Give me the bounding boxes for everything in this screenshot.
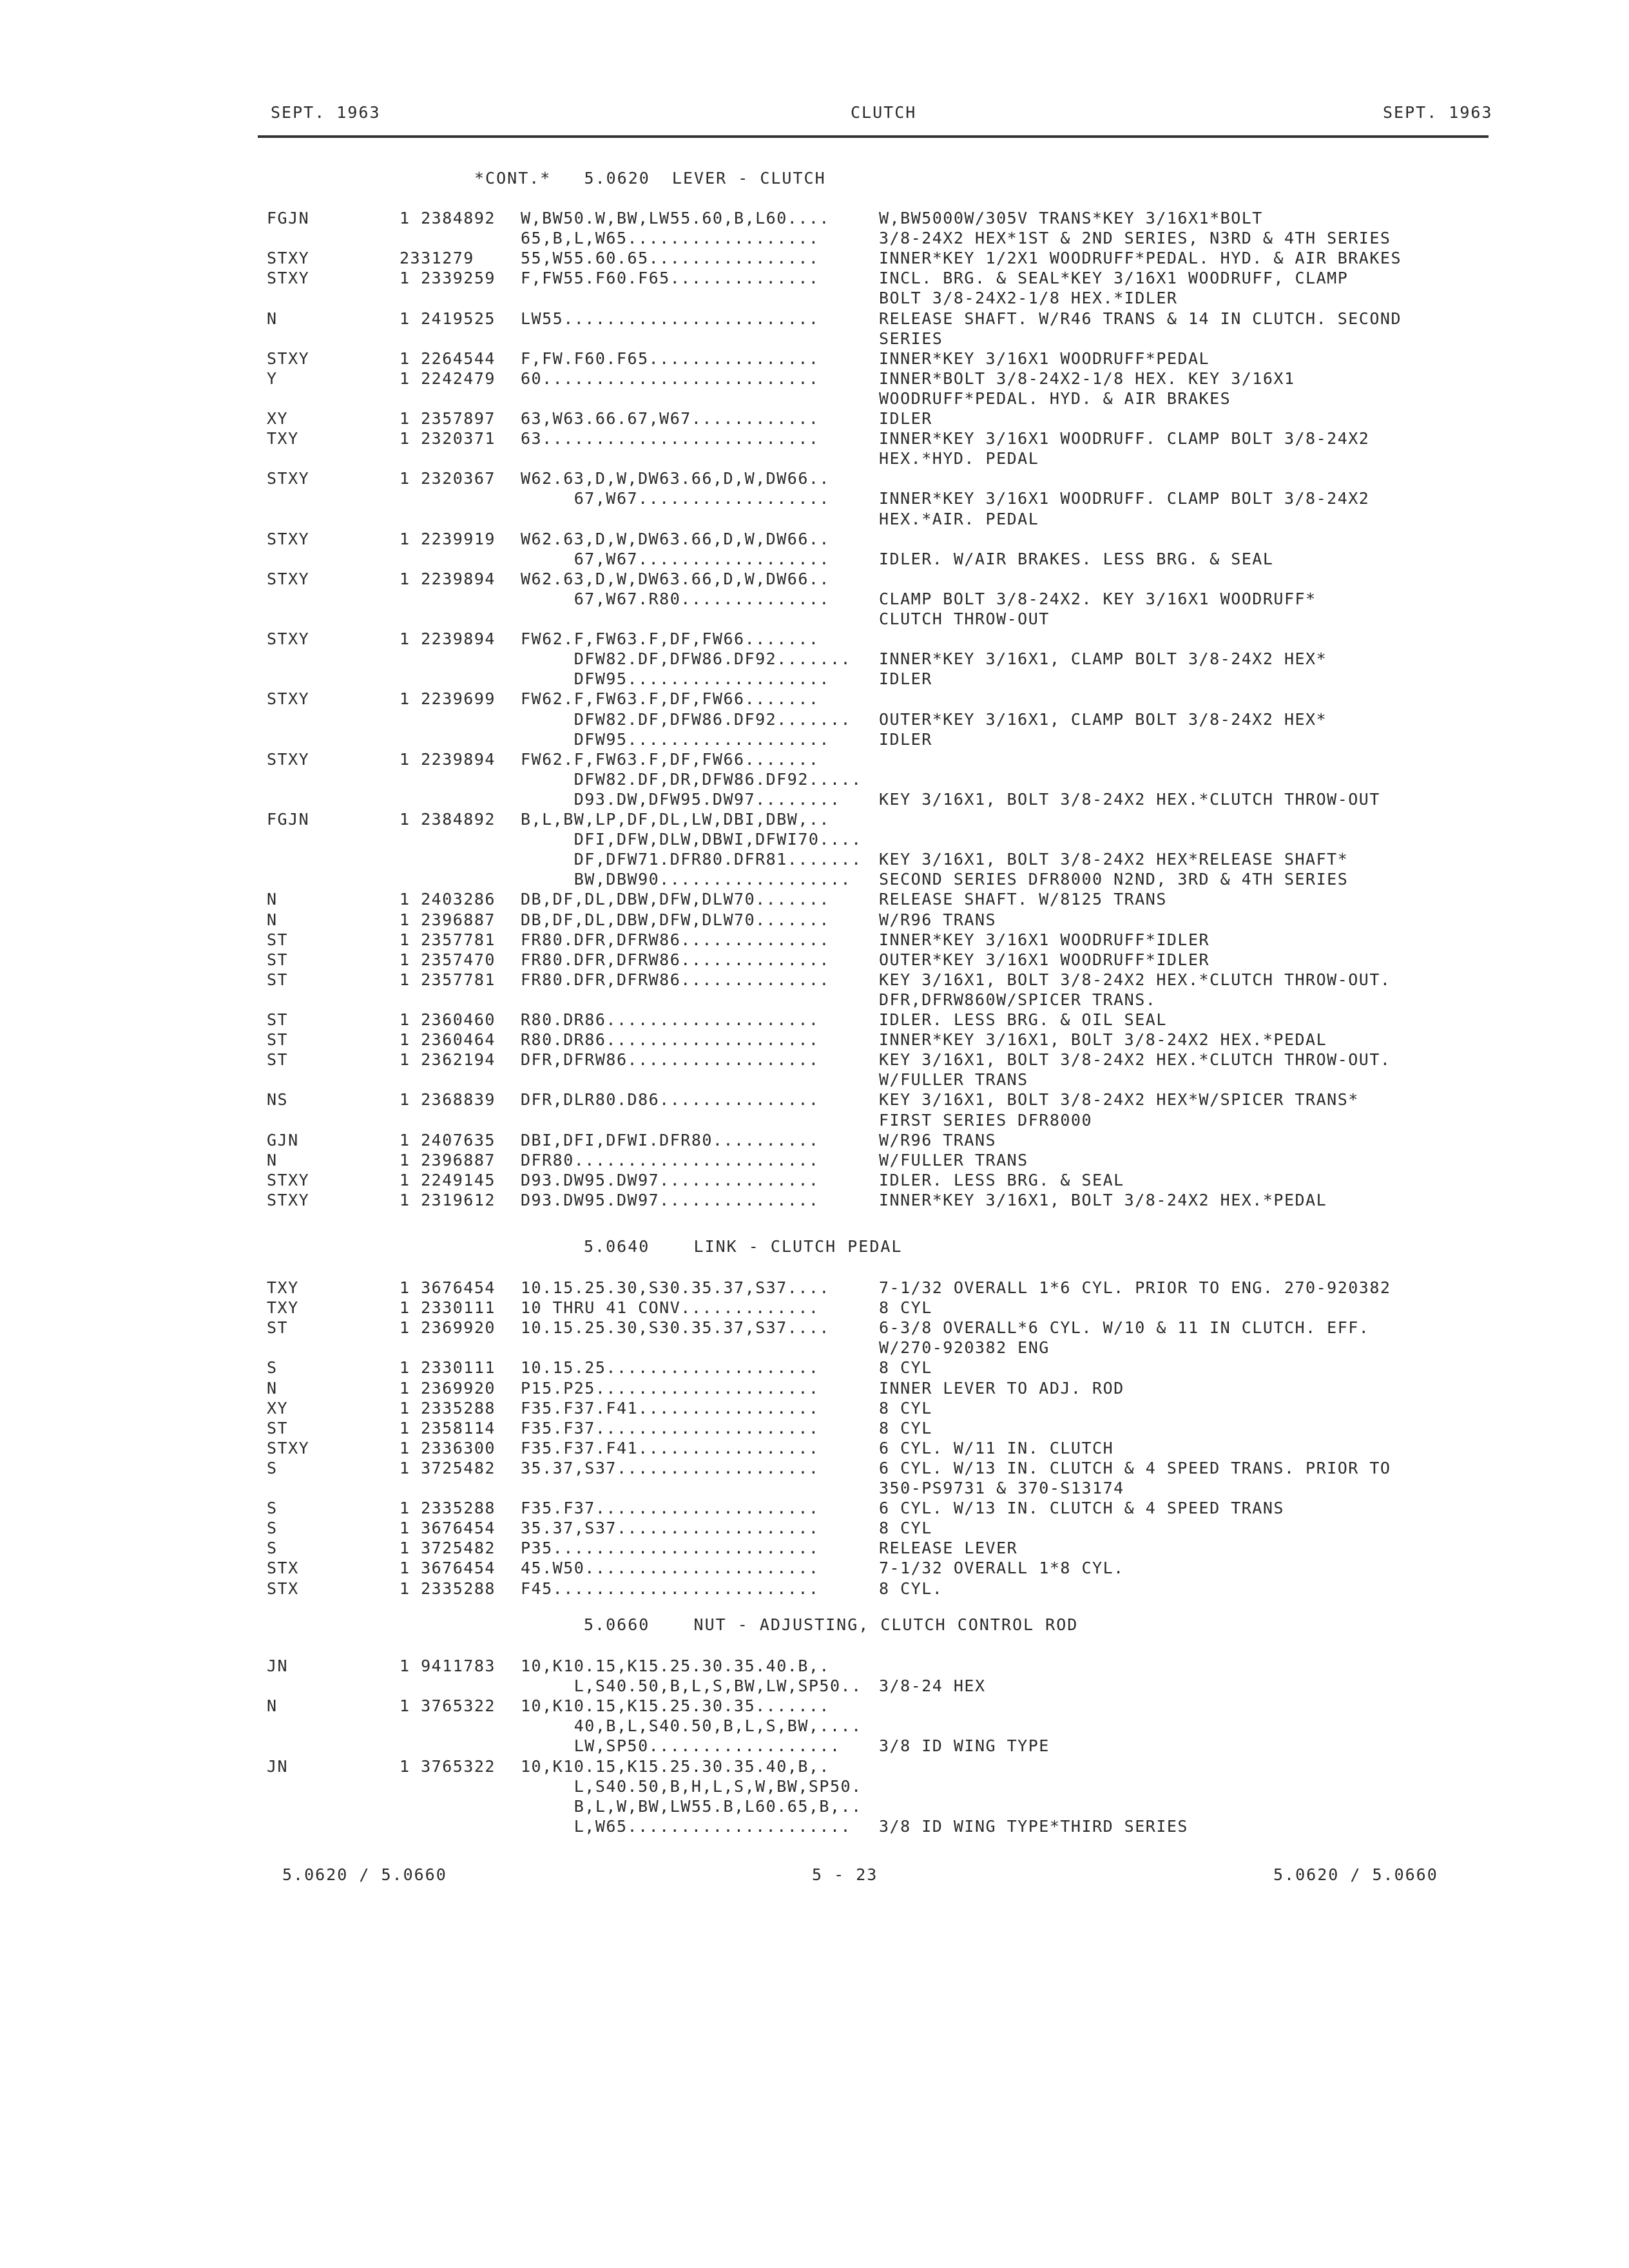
row-description: KEY 3/16X1, BOLT 3/8-24X2 HEX.*CLUTCH THROW-OUT. (879, 970, 1391, 989)
row-part-number: 1 2369920 (400, 1378, 496, 1398)
row-code: TXY (267, 1298, 299, 1318)
row-description: IDLER (879, 409, 932, 428)
row-code: STXY (267, 249, 310, 268)
row-part-number: 1 2362194 (400, 1050, 496, 1070)
row-description: 7-1/32 OVERALL 1*8 CYL. (879, 1559, 1124, 1578)
row-description: W/R96 TRANS (879, 1130, 997, 1149)
row-code: TXY (267, 1278, 299, 1297)
row-description: W,BW5000W/305V TRANS*KEY 3/16X1*BOLT (879, 209, 1263, 227)
row-code: ST (267, 1010, 289, 1029)
row-application: L,S40.50,B,L,S,BW,LW,SP50.. (521, 1677, 862, 1696)
row-part-number: 1 2358114 (400, 1418, 496, 1437)
row-description: 3/8 ID WING TYPE (879, 1736, 1050, 1756)
row-application: F35.F37..................... (521, 1499, 820, 1518)
row-code: STXY (267, 529, 310, 548)
row-part-number: 1 2239894 (400, 749, 496, 769)
row-application: 10,K10.15,K15.25.30.35.40.B,. (521, 1657, 830, 1675)
row-description: SECOND SERIES DFR8000 N2ND, 3RD & 4TH SERIES (879, 870, 1349, 889)
row-application: 35.37,S37................... (521, 1519, 820, 1538)
row-description: OUTER*KEY 3/16X1 WOODRUFF*IDLER (879, 950, 1210, 969)
row-code: N (267, 1696, 278, 1716)
row-part-number: 1 2368839 (400, 1090, 496, 1110)
row-part-number: 1 2357897 (400, 409, 496, 428)
row-code: STXY (267, 749, 310, 769)
row-description: W/270-920382 ENG (879, 1338, 1050, 1358)
row-description: RELEASE LEVER (879, 1539, 1018, 1558)
row-part-number: 1 2396887 (400, 1150, 496, 1169)
row-code: ST (267, 1050, 289, 1070)
row-code: N (267, 1150, 278, 1169)
row-code: ST (267, 1318, 289, 1338)
row-part-number: 1 2335288 (400, 1579, 496, 1598)
row-part-number: 1 2336300 (400, 1438, 496, 1457)
row-application: 63.......................... (521, 429, 820, 448)
row-description: INNER*KEY 3/16X1, BOLT 3/8-24X2 HEX.*PEDAL (879, 1030, 1327, 1050)
row-application: 40,B,L,S40.50,B,L,S,BW,.... (521, 1716, 862, 1736)
row-code: N (267, 910, 278, 929)
row-description: HEX.*HYD. PEDAL (879, 449, 1039, 468)
row-part-number: 1 2330111 (400, 1358, 496, 1378)
header-date-right: SEPT. 1963 (1383, 103, 1493, 122)
row-description: INNER*KEY 3/16X1, CLAMP BOLT 3/8-24X2 HEX* (879, 649, 1327, 669)
row-code: Y (267, 369, 278, 388)
row-description: INNER*KEY 3/16X1, BOLT 3/8-24X2 HEX.*PEDAL (879, 1190, 1327, 1209)
row-code: S (267, 1519, 278, 1538)
row-application: 67,W67.................. (521, 549, 830, 568)
row-description: IDLER. LESS BRG. & OIL SEAL (879, 1010, 1167, 1029)
row-description: BOLT 3/8-24X2-1/8 HEX.*IDLER (879, 289, 1178, 308)
row-part-number: 1 2249145 (400, 1170, 496, 1189)
row-description: RELEASE SHAFT. W/R46 TRANS & 14 IN CLUTCH. SECOND (879, 309, 1402, 328)
row-application: F35.F37.F41................. (521, 1438, 820, 1457)
row-code: ST (267, 1418, 289, 1437)
row-part-number: 1 2335288 (400, 1398, 496, 1418)
row-code: GJN (267, 1130, 299, 1149)
row-application: W62.63,D,W,DW63.66,D,W,DW66.. (521, 469, 830, 488)
row-application: 35.37,S37................... (521, 1458, 820, 1477)
row-code: JN (267, 1756, 289, 1776)
row-part-number: 1 2320371 (400, 429, 496, 448)
row-description: IDLER (879, 729, 932, 749)
row-application: DF,DFW71.DFR80.DFR81....... (521, 850, 862, 869)
row-part-number: 1 2239894 (400, 569, 496, 588)
row-application: F35.F37.F41................. (521, 1398, 820, 1418)
row-code: STXY (267, 1170, 310, 1189)
row-part-number: 1 9411783 (400, 1657, 496, 1675)
row-part-number: 1 2357470 (400, 950, 496, 969)
row-code: JN (267, 1657, 289, 1675)
row-application: L,W65..................... (521, 1816, 852, 1836)
row-code: STXY (267, 1190, 310, 1209)
row-application: DFR,DLR80.D86............... (521, 1090, 820, 1110)
row-code: S (267, 1499, 278, 1518)
row-application: DB,DF,DL,DBW,DFW,DLW70....... (521, 890, 830, 909)
row-description: INCL. BRG. & SEAL*KEY 3/16X1 WOODRUFF, CLAMP (879, 269, 1349, 288)
row-description: KEY 3/16X1, BOLT 3/8-24X2 HEX*RELEASE SHAFT* (879, 850, 1349, 869)
row-description: 8 CYL (879, 1418, 932, 1437)
header-rule (258, 135, 1489, 138)
row-part-number: 2331279 (400, 249, 474, 268)
section-title: *CONT.* 5.0620 LEVER - CLUTCH (474, 169, 826, 187)
row-application: P35......................... (521, 1539, 820, 1558)
row-application: DBI,DFI,DFWI.DFR80.......... (521, 1130, 820, 1149)
row-application: FR80.DFR,DFRW86.............. (521, 930, 830, 949)
row-part-number: 1 2384892 (400, 209, 496, 227)
row-application: 10.15.25.30,S30.35.37,S37.... (521, 1318, 830, 1338)
row-application: R80.DR86.................... (521, 1010, 820, 1029)
row-part-number: 1 2335288 (400, 1499, 496, 1518)
row-code: ST (267, 950, 289, 969)
row-part-number: 1 3676454 (400, 1559, 496, 1578)
row-part-number: 1 2419525 (400, 309, 496, 328)
row-application: P15.P25..................... (521, 1378, 820, 1398)
row-code: FGJN (267, 209, 310, 227)
row-part-number: 1 2360460 (400, 1010, 496, 1029)
row-part-number: 1 2239699 (400, 689, 496, 709)
row-code: STXY (267, 689, 310, 709)
row-application: DFW82.DF,DFW86.DF92....... (521, 709, 852, 729)
row-code: STXY (267, 469, 310, 488)
footer-range-right: 5.0620 / 5.0660 (1273, 1865, 1438, 1884)
row-description: CLUTCH THROW-OUT (879, 610, 1050, 628)
row-description: 6 CYL. W/13 IN. CLUTCH & 4 SPEED TRANS (879, 1499, 1284, 1518)
row-application: W,BW50.W,BW,LW55.60,B,L60.... (521, 209, 830, 227)
row-description: INNER*KEY 1/2X1 WOODRUFF*PEDAL. HYD. & AIR BRAKES (879, 249, 1402, 268)
row-description: 8 CYL (879, 1398, 932, 1418)
row-application: F,FW.F60.F65................ (521, 349, 820, 368)
row-application: FR80.DFR,DFRW86.............. (521, 970, 830, 989)
row-code: N (267, 1378, 278, 1398)
row-application: B,L,BW,LP,DF,DL,LW,DBI,DBW,.. (521, 810, 830, 829)
row-code: STX (267, 1559, 299, 1578)
row-application: DFI,DFW,DLW,DBWI,DFWI70.... (521, 830, 862, 849)
row-part-number: 1 2320367 (400, 469, 496, 488)
row-code: XY (267, 409, 289, 428)
row-description: KEY 3/16X1, BOLT 3/8-24X2 HEX.*CLUTCH THROW-OUT. (879, 1050, 1391, 1070)
row-part-number: 1 2357781 (400, 970, 496, 989)
row-application: LW,SP50.................. (521, 1736, 841, 1756)
row-part-number: 1 2384892 (400, 810, 496, 829)
row-application: DFW82.DF,DFW86.DF92....... (521, 649, 852, 669)
row-description: RELEASE SHAFT. W/8125 TRANS (879, 890, 1167, 909)
row-description: 6 CYL. W/13 IN. CLUTCH & 4 SPEED TRANS. PRIOR TO (879, 1458, 1391, 1477)
row-application: F45......................... (521, 1579, 820, 1598)
row-description: INNER*KEY 3/16X1 WOODRUFF*IDLER (879, 930, 1210, 949)
row-part-number: 1 3725482 (400, 1539, 496, 1558)
row-part-number: 1 3725482 (400, 1458, 496, 1477)
row-description: 3/8-24X2 HEX*1ST & 2ND SERIES, N3RD & 4TH SERIES (879, 229, 1391, 248)
row-code: FGJN (267, 810, 310, 829)
row-description: 6-3/8 OVERALL*6 CYL. W/10 & 11 IN CLUTCH. EFF. (879, 1318, 1370, 1338)
row-description: 6 CYL. W/11 IN. CLUTCH (879, 1438, 1114, 1457)
row-description: IDLER (879, 669, 932, 689)
row-code: N (267, 309, 278, 328)
row-application: DFR80....................... (521, 1150, 820, 1169)
row-description: DFR,DFRW860W/SPICER TRANS. (879, 990, 1157, 1009)
row-code: S (267, 1458, 278, 1477)
row-description: HEX.*AIR. PEDAL (879, 509, 1039, 528)
row-application: F35.F37..................... (521, 1418, 820, 1437)
row-application: W62.63,D,W,DW63.66,D,W,DW66.. (521, 569, 830, 588)
row-code: NS (267, 1090, 289, 1110)
row-application: DFW95................... (521, 669, 830, 689)
row-description: W/R96 TRANS (879, 910, 997, 929)
row-application: 10 THRU 41 CONV............. (521, 1298, 820, 1318)
row-application: W62.63,D,W,DW63.66,D,W,DW66.. (521, 529, 830, 548)
row-application: FW62.F,FW63.F,DF,FW66....... (521, 689, 820, 709)
row-code: STXY (267, 269, 310, 288)
row-description: W/FULLER TRANS (879, 1070, 1028, 1090)
row-part-number: 1 2330111 (400, 1298, 496, 1318)
row-code: STXY (267, 629, 310, 649)
row-code: STX (267, 1579, 299, 1598)
row-part-number: 1 2319612 (400, 1190, 496, 1209)
row-part-number: 1 2407635 (400, 1130, 496, 1149)
row-code: N (267, 890, 278, 909)
row-part-number: 1 2403286 (400, 890, 496, 909)
footer-page-number: 5 - 23 (812, 1865, 878, 1884)
row-part-number: 1 3765322 (400, 1696, 496, 1716)
row-part-number: 1 2396887 (400, 910, 496, 929)
row-application: R80.DR86.................... (521, 1030, 820, 1050)
row-application: 10,K10.15,K15.25.30.35....... (521, 1696, 830, 1716)
row-code: STXY (267, 569, 310, 588)
row-code: TXY (267, 429, 299, 448)
row-application: LW55........................ (521, 309, 820, 328)
row-description: INNER LEVER TO ADJ. ROD (879, 1378, 1124, 1398)
row-description: INNER*BOLT 3/8-24X2-1/8 HEX. KEY 3/16X1 (879, 369, 1295, 388)
row-application: 60.......................... (521, 369, 820, 388)
row-description: 350-PS9731 & 370-S13174 (879, 1479, 1124, 1497)
row-application: 67,W67.................. (521, 489, 830, 508)
row-application: FW62.F,FW63.F,DF,FW66....... (521, 749, 820, 769)
row-application: FR80.DFR,DFRW86.............. (521, 950, 830, 969)
row-description: 8 CYL (879, 1298, 932, 1318)
row-part-number: 1 2369920 (400, 1318, 496, 1338)
row-application: DFR,DFRW86.................. (521, 1050, 820, 1070)
row-description: 8 CYL (879, 1519, 932, 1538)
row-part-number: 1 3676454 (400, 1519, 496, 1538)
row-description: 8 CYL (879, 1358, 932, 1378)
row-code: XY (267, 1398, 289, 1418)
row-application: D93.DW95.DW97............... (521, 1170, 820, 1189)
row-description: KEY 3/16X1, BOLT 3/8-24X2 HEX*W/SPICER TRANS* (879, 1090, 1359, 1110)
row-application: FW62.F,FW63.F,DF,FW66....... (521, 629, 820, 649)
row-part-number: 1 2242479 (400, 369, 496, 388)
row-application: 45.W50...................... (521, 1559, 820, 1578)
row-code: STXY (267, 349, 310, 368)
row-code: ST (267, 930, 289, 949)
row-application: 10,K10.15,K15.25.30.35.40,B,. (521, 1756, 830, 1776)
row-part-number: 1 3676454 (400, 1278, 496, 1297)
row-application: BW,DBW90.................. (521, 870, 852, 889)
row-application: 10.15.25.................... (521, 1358, 820, 1378)
row-description: WOODRUFF*PEDAL. HYD. & AIR BRAKES (879, 389, 1231, 408)
row-application: L,S40.50,B,H,L,S,W,BW,SP50. (521, 1776, 862, 1796)
row-part-number: 1 2239894 (400, 629, 496, 649)
row-description: W/FULLER TRANS (879, 1150, 1028, 1169)
row-application: B,L,W,BW,LW55.B,L60.65,B,.. (521, 1796, 862, 1816)
section-title: 5.0660 NUT - ADJUSTING, CLUTCH CONTROL ROD (584, 1615, 1079, 1634)
row-application: DFW95................... (521, 729, 830, 749)
row-application: F,FW55.F60.F65.............. (521, 269, 820, 288)
row-description: INNER*KEY 3/16X1 WOODRUFF. CLAMP BOLT 3/8-24X2 (879, 429, 1370, 448)
row-application: 10.15.25.30,S30.35.37,S37.... (521, 1278, 830, 1297)
row-application: DB,DF,DL,DBW,DFW,DLW70....... (521, 910, 830, 929)
row-description: OUTER*KEY 3/16X1, CLAMP BOLT 3/8-24X2 HEX* (879, 709, 1327, 729)
row-code: S (267, 1539, 278, 1558)
row-description: 7-1/32 OVERALL 1*6 CYL. PRIOR TO ENG. 270-920382 (879, 1278, 1391, 1297)
row-description: IDLER. LESS BRG. & SEAL (879, 1170, 1124, 1189)
row-application: 65,B,L,W65.................. (521, 229, 820, 248)
row-application: DFW82.DF,DR,DFW86.DF92..... (521, 769, 862, 789)
row-application: 67,W67.R80.............. (521, 589, 830, 608)
row-code: ST (267, 1030, 289, 1050)
row-part-number: 1 2339259 (400, 269, 496, 288)
row-description: 8 CYL. (879, 1579, 943, 1598)
row-description: 3/8-24 HEX (879, 1677, 986, 1696)
row-application: 55,W55.60.65................ (521, 249, 820, 268)
row-application: D93.DW95.DW97............... (521, 1190, 820, 1209)
row-part-number: 1 2239919 (400, 529, 496, 548)
row-description: INNER*KEY 3/16X1 WOODRUFF. CLAMP BOLT 3/8-24X2 (879, 489, 1370, 508)
row-description: FIRST SERIES DFR8000 (879, 1110, 1093, 1129)
row-part-number: 1 2360464 (400, 1030, 496, 1050)
row-description: SERIES (879, 329, 943, 348)
row-description: CLAMP BOLT 3/8-24X2. KEY 3/16X1 WOODRUFF* (879, 589, 1316, 608)
row-part-number: 1 2357781 (400, 930, 496, 949)
header-title: CLUTCH (851, 103, 917, 122)
row-application: D93.DW,DFW95.DW97........ (521, 789, 841, 809)
row-code: ST (267, 970, 289, 989)
row-code: STXY (267, 1438, 310, 1457)
row-description: INNER*KEY 3/16X1 WOODRUFF*PEDAL (879, 349, 1210, 368)
row-part-number: 1 2264544 (400, 349, 496, 368)
row-part-number: 1 3765322 (400, 1756, 496, 1776)
row-code: S (267, 1358, 278, 1378)
row-description: KEY 3/16X1, BOLT 3/8-24X2 HEX.*CLUTCH THROW-OUT (879, 789, 1380, 809)
row-description: IDLER. W/AIR BRAKES. LESS BRG. & SEAL (879, 549, 1274, 568)
footer-range-left: 5.0620 / 5.0660 (282, 1865, 447, 1884)
section-title: 5.0640 LINK - CLUTCH PEDAL (584, 1237, 903, 1256)
header-date-left: SEPT. 1963 (271, 103, 381, 122)
row-application: 63,W63.66.67,W67............ (521, 409, 820, 428)
row-description: 3/8 ID WING TYPE*THIRD SERIES (879, 1816, 1188, 1836)
